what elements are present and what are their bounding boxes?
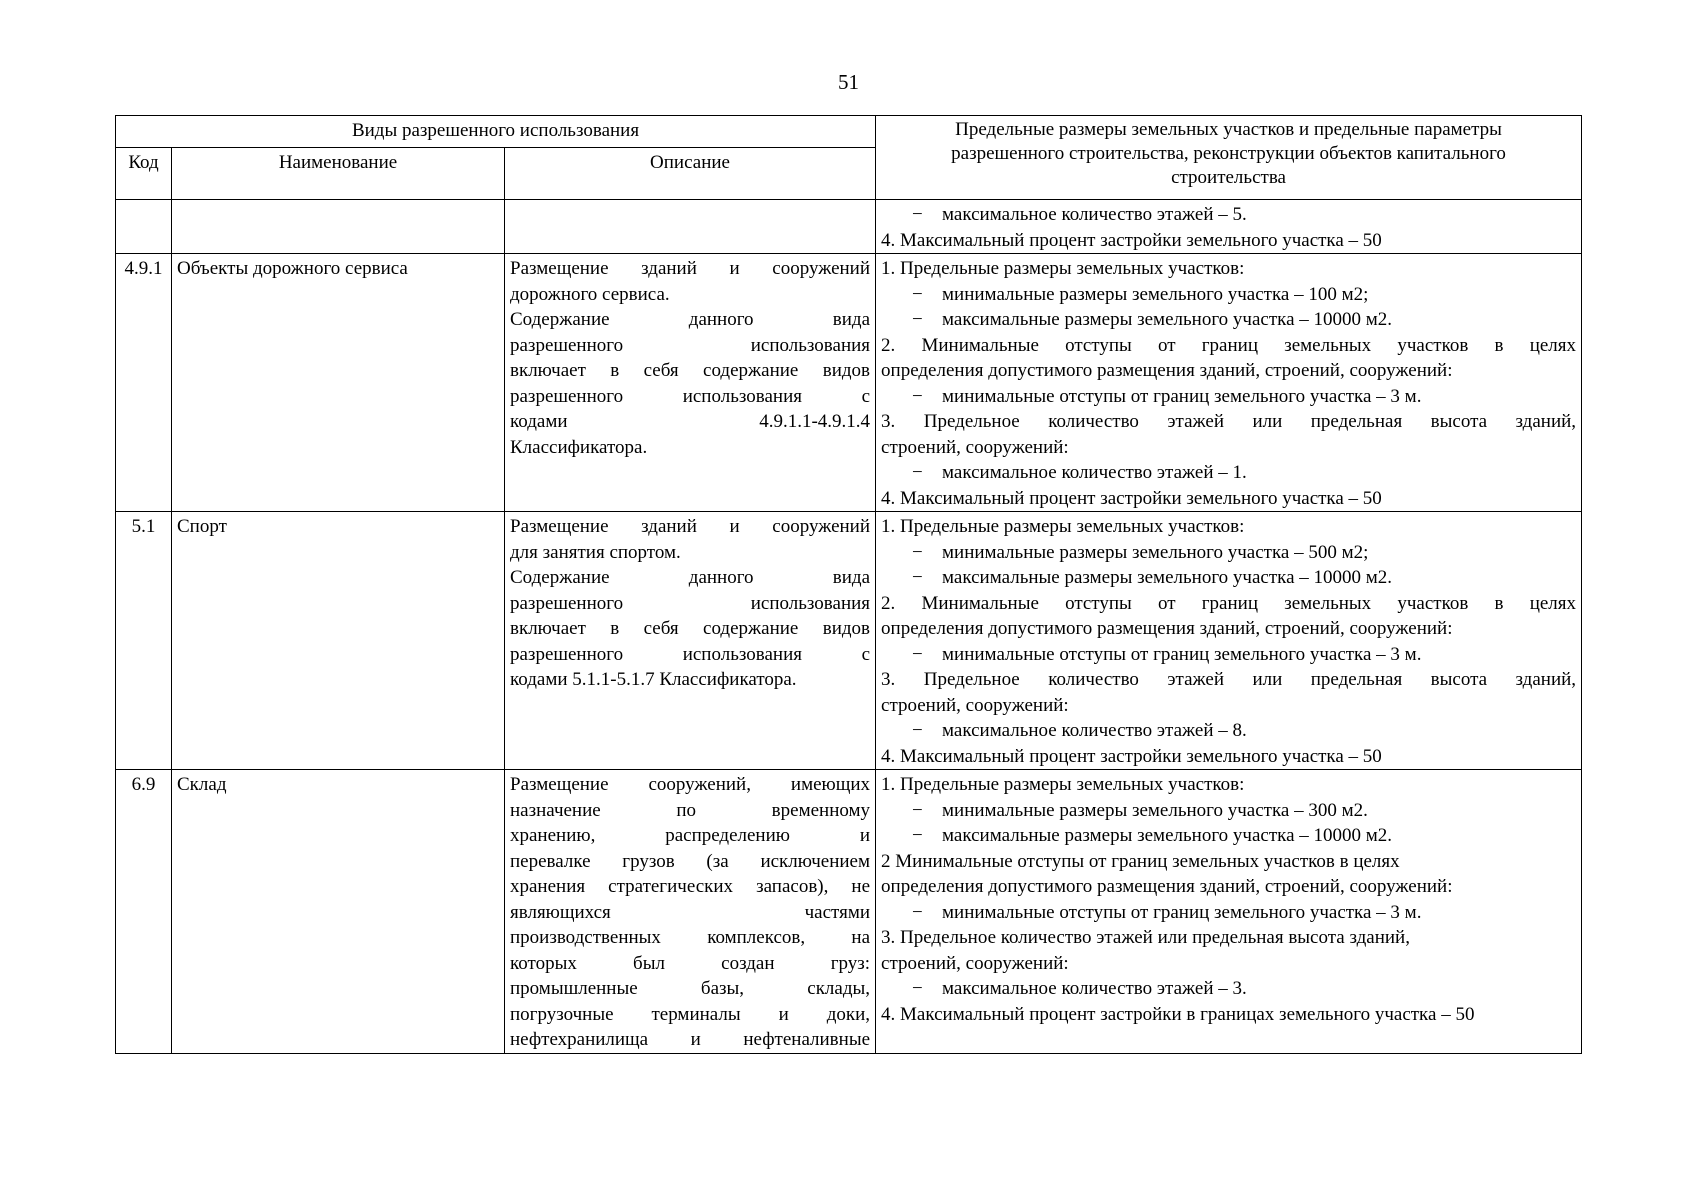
parameter-bullet: − максимальное количество этажей – 5. <box>881 202 1576 228</box>
description-line: производственных комплексов, на <box>510 927 871 948</box>
description-line: разрешенного использования <box>510 592 871 614</box>
parameter-line: 3. Предельное количество этажей или предельная высота зданий, <box>881 411 1577 432</box>
description-line: хранению, распределению и <box>510 825 871 846</box>
parameter-bullet: − максимальные размеры земельного участка – 10000 м2. <box>881 823 1576 849</box>
description-line: разрешенного использования с <box>510 385 871 407</box>
parameter-bullet: − максимальные размеры земельного участка – 10000 м2. <box>881 307 1576 333</box>
parameter-line: строений, сооружений: <box>881 952 1069 974</box>
header-parameters-line: строительства <box>1171 167 1286 188</box>
description-line: являющихся частями <box>510 901 871 923</box>
row-description <box>505 254 876 512</box>
table-body <box>116 200 1582 1054</box>
parameter-line: 3. Предельное количество этажей или предельная высота зданий, <box>881 669 1577 690</box>
parameter-bullet: − минимальные размеры земельного участка – 100 м2; <box>881 282 1576 308</box>
row-code: 6.9 <box>116 770 172 1054</box>
parameter-line: 4. Максимальный процент застройки в границах земельного участка – 50 <box>881 1003 1475 1025</box>
header-code: Код <box>116 148 172 200</box>
description-line: дорожного сервиса. <box>510 283 670 305</box>
row-code: 5.1 <box>116 512 172 770</box>
description-line: разрешенного использования <box>510 334 871 356</box>
parameter-line: 4. Максимальный процент застройки земельного участка – 50 <box>881 229 1382 251</box>
description-line: назначение по временному <box>510 799 871 821</box>
parameter-bullet: − максимальные размеры земельного участка – 10000 м2. <box>881 565 1576 591</box>
header-parameters <box>876 116 1582 200</box>
parameter-line: 4. Максимальный процент застройки земельного участка – 50 <box>881 745 1382 767</box>
row-name <box>172 200 505 254</box>
row-description <box>505 512 876 770</box>
parameter-line: строений, сооружений: <box>881 436 1069 458</box>
parameter-line: 4. Максимальный процент застройки земельного участка – 50 <box>881 487 1382 509</box>
row-name: Объекты дорожного сервиса <box>172 254 505 512</box>
land-use-table <box>115 115 1582 1054</box>
row-code: 4.9.1 <box>116 254 172 512</box>
parameter-line: определения допустимого размещения зданий, строений, сооружений: <box>881 360 1453 381</box>
row-parameters <box>876 770 1582 1054</box>
row-name: Склад <box>172 770 505 1054</box>
parameter-bullet: − минимальные отступы от границ земельного участка – 3 м. <box>881 642 1576 668</box>
parameter-bullet: − максимальное количество этажей – 3. <box>881 976 1576 1002</box>
parameter-line: строений, сооружений: <box>881 694 1069 716</box>
description-line: промышленные базы, склады, <box>510 978 871 999</box>
description-line: для занятия спортом. <box>510 541 681 563</box>
table-row <box>116 770 1582 1054</box>
table-row <box>116 512 1582 770</box>
description-line: Размещение зданий и сооружений <box>510 516 871 537</box>
header-group-allowed-uses: Виды разрешенного использования <box>116 116 876 148</box>
parameter-line: 1. Предельные размеры земельных участков: <box>881 258 1245 279</box>
parameter-line: 1. Предельные размеры земельных участков: <box>881 774 1245 795</box>
row-parameters <box>876 512 1582 770</box>
parameter-line: 2. Минимальные отступы от границ земельных участков в целях <box>881 334 1577 356</box>
parameter-bullet: − минимальные отступы от границ земельного участка – 3 м. <box>881 900 1576 926</box>
parameter-bullet: − минимальные размеры земельного участка – 300 м2. <box>881 798 1576 824</box>
description-line: кодами 5.1.1-5.1.7 Классификатора. <box>510 669 797 690</box>
description-line: хранения стратегических запасов), не <box>510 876 871 897</box>
parameter-bullet: − минимальные размеры земельного участка – 500 м2; <box>881 540 1576 566</box>
parameter-bullet: − максимальное количество этажей – 1. <box>881 460 1576 486</box>
description-line: Размещение сооружений, имеющих <box>510 774 871 795</box>
table-row <box>116 254 1582 512</box>
description-line: Классификатора. <box>510 436 648 458</box>
header-name: Наименование <box>172 148 505 200</box>
description-line: перевалке грузов (за исключением <box>510 850 871 872</box>
row-code <box>116 200 172 254</box>
parameter-bullet: − максимальное количество этажей – 8. <box>881 718 1576 744</box>
description-line: кодами 4.9.1.1-4.9.1.4 <box>510 411 871 432</box>
description-line: Содержание данного вида <box>510 567 871 588</box>
parameter-line: 3. Предельное количество этажей или предельная высота зданий, <box>881 927 1410 948</box>
row-name: Спорт <box>172 512 505 770</box>
row-description <box>505 770 876 1054</box>
row-description <box>505 200 876 254</box>
description-line: Содержание данного вида <box>510 309 871 330</box>
header-parameters-line: разрешенного строительства, реконструкции объектов капитального <box>951 143 1506 164</box>
description-line: включает в себя содержание видов <box>510 618 871 639</box>
parameter-line: 1. Предельные размеры земельных участков: <box>881 516 1245 537</box>
description-line: погрузочные терминалы и доки, <box>510 1003 871 1025</box>
table-row <box>116 200 1582 254</box>
parameter-line: 2. Минимальные отступы от границ земельных участков в целях <box>881 592 1577 614</box>
parameter-line: определения допустимого размещения зданий, строений, сооружений: <box>881 876 1453 897</box>
description-line: Размещение зданий и сооружений <box>510 258 871 279</box>
description-line: которых был создан груз: <box>510 952 871 974</box>
header-description: Описание <box>505 148 876 200</box>
parameter-line: определения допустимого размещения зданий, строений, сооружений: <box>881 618 1453 639</box>
page-number: 51 <box>838 70 859 94</box>
row-parameters <box>876 254 1582 512</box>
header-parameters-line: Предельные размеры земельных участков и предельные параметры <box>955 119 1502 140</box>
description-line: нефтехранилища и нефтеналивные <box>510 1029 871 1050</box>
parameter-bullet: − минимальные отступы от границ земельного участка – 3 м. <box>881 384 1576 410</box>
description-line: включает в себя содержание видов <box>510 360 871 381</box>
row-parameters <box>876 200 1582 254</box>
parameter-line: 2 Минимальные отступы от границ земельных участков в целях <box>881 850 1400 872</box>
description-line: разрешенного использования с <box>510 643 871 665</box>
